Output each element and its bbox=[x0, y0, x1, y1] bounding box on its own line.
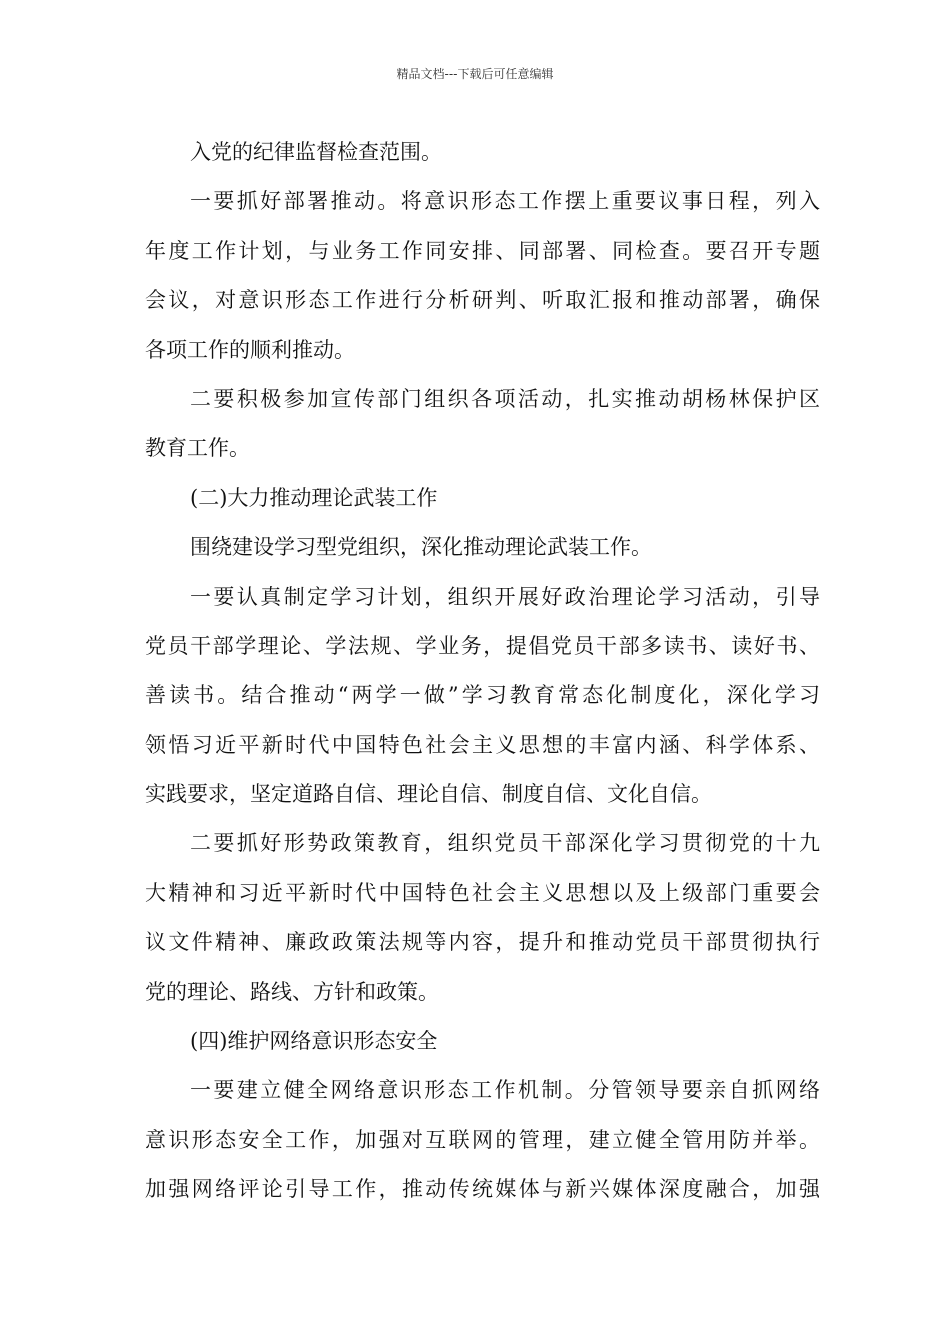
text-line: 会议，对意识形态工作进行分析研判、听取汇报和推动部署，确保 bbox=[145, 288, 820, 313]
text-line: 实践要求，坚定道路自信、理论自信、制度自信、文化自信。 bbox=[145, 782, 712, 807]
text-line: (四)维护网络意识形态安全 bbox=[190, 1029, 438, 1054]
document-body bbox=[145, 128, 820, 1215]
text-line: 善读书。结合推动“两学一做”学习教育常态化制度化，深化学习 bbox=[145, 683, 820, 708]
text-line: (二)大力推动理论武装工作 bbox=[190, 485, 438, 510]
text-line: 加强网络评论引导工作，推动传统媒体与新兴媒体深度融合，加强 bbox=[145, 1177, 820, 1202]
text-line: 领悟习近平新时代中国特色社会主义思想的丰富内涵、科学体系、 bbox=[145, 732, 820, 757]
text-line: 围绕建设学习型党组织，深化推动理论武装工作。 bbox=[190, 535, 652, 560]
text-line: 入党的纪律监督检查范围。 bbox=[190, 140, 442, 164]
text-line: 党的理论、路线、方针和政策。 bbox=[145, 979, 439, 1004]
text-line: 年度工作计划，与业务工作同安排、同部署、同检查。要召开专题 bbox=[145, 238, 820, 263]
text-line: 各项工作的顺利推动。 bbox=[145, 337, 355, 362]
text-line: 二要积极参加宣传部门组织各项活动，扎实推动胡杨林保护区 bbox=[190, 386, 820, 411]
text-line: 一要建立健全网络意识形态工作机制。分管领导要亲自抓网络 bbox=[190, 1078, 820, 1103]
text-line: 一要抓好部署推动。将意识形态工作摆上重要议事日程，列入 bbox=[190, 189, 820, 214]
text-line: 议文件精神、廉政政策法规等内容，提升和推动党员干部贯彻执行 bbox=[145, 930, 820, 955]
text-line: 一要认真制定学习计划，组织开展好政治理论学习活动，引导 bbox=[190, 584, 820, 609]
text-line: 大精神和习近平新时代中国特色社会主义思想以及上级部门重要会 bbox=[145, 880, 820, 905]
page-header: 精品文档---下载后可任意编辑 bbox=[396, 67, 554, 81]
text-line: 教育工作。 bbox=[145, 436, 250, 461]
text-line: 意识形态安全工作，加强对互联网的管理，建立健全管用防并举。 bbox=[145, 1127, 820, 1152]
text-line: 党员干部学理论、学法规、学业务，提倡党员干部多读书、读好书、 bbox=[145, 633, 820, 658]
text-line: 二要抓好形势政策教育，组织党员干部深化学习贯彻党的十九 bbox=[190, 831, 820, 856]
